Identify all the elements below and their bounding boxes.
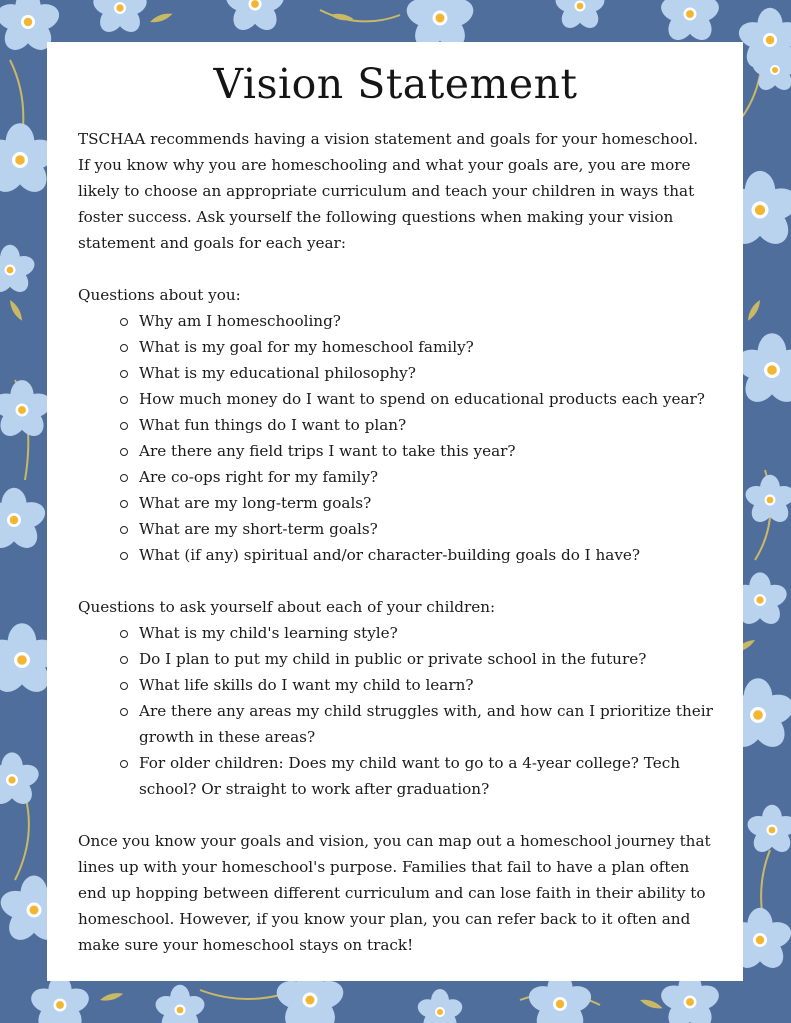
content-card — [47, 42, 743, 981]
list-item: How much money do I want to spend on educational products each year? — [139, 386, 713, 412]
list-item: What life skills do I want my child to learn? — [139, 672, 713, 698]
list-item: Are co-ops right for my family? — [139, 464, 713, 490]
list-item: What are my short-term goals? — [139, 516, 713, 542]
list-item: What is my child's learning style? — [139, 620, 713, 646]
intro-paragraph: TSCHAA recommends having a vision statement and goals for your homeschool. If you know why you are homeschooling and what your goals are, you are more likely to choose an appropriate curriculum and teach your children in ways that foster success. Ask yourself the following questions when making your vision statement and goals for each year: — [78, 130, 699, 252]
list-item: Are there any field trips I want to take this year? — [139, 438, 713, 464]
list-item: What is my goal for my homeschool family? — [139, 334, 713, 360]
list-item: What (if any) spiritual and/or character-building goals do I have? — [139, 542, 713, 568]
list-item: Why am I homeschooling? — [139, 308, 713, 334]
list-item: What fun things do I want to plan? — [139, 412, 713, 438]
section-questions-about-you — [78, 282, 713, 568]
section-heading: Questions to ask yourself about each of your children: — [78, 598, 496, 616]
list-item: Do I plan to put my child in public or private school in the future? — [139, 646, 713, 672]
question-list — [78, 620, 713, 802]
list-item: What are my long-term goals? — [139, 490, 713, 516]
section-questions-about-children — [78, 594, 713, 802]
list-item: For older children: Does my child want to go to a 4-year college? Tech school? Or straight to work after graduation? — [139, 750, 713, 802]
list-item: Are there any areas my child struggles with, and how can I prioritize their growth in these areas? — [139, 698, 713, 750]
question-list — [78, 308, 713, 568]
list-item: What is my educational philosophy? — [139, 360, 713, 386]
closing-paragraph: Once you know your goals and vision, you can map out a homeschool journey that lines up with your homeschool's purpose. Families that fail to have a plan often end up hopping between different curriculum and can lose faith in their ability to homeschool. However, if you know your plan, you can refer back to it often and make sure your homeschool stays on track! — [78, 832, 711, 954]
page-title: Vision Statement — [213, 60, 578, 108]
section-heading: Questions about you: — [78, 286, 241, 304]
